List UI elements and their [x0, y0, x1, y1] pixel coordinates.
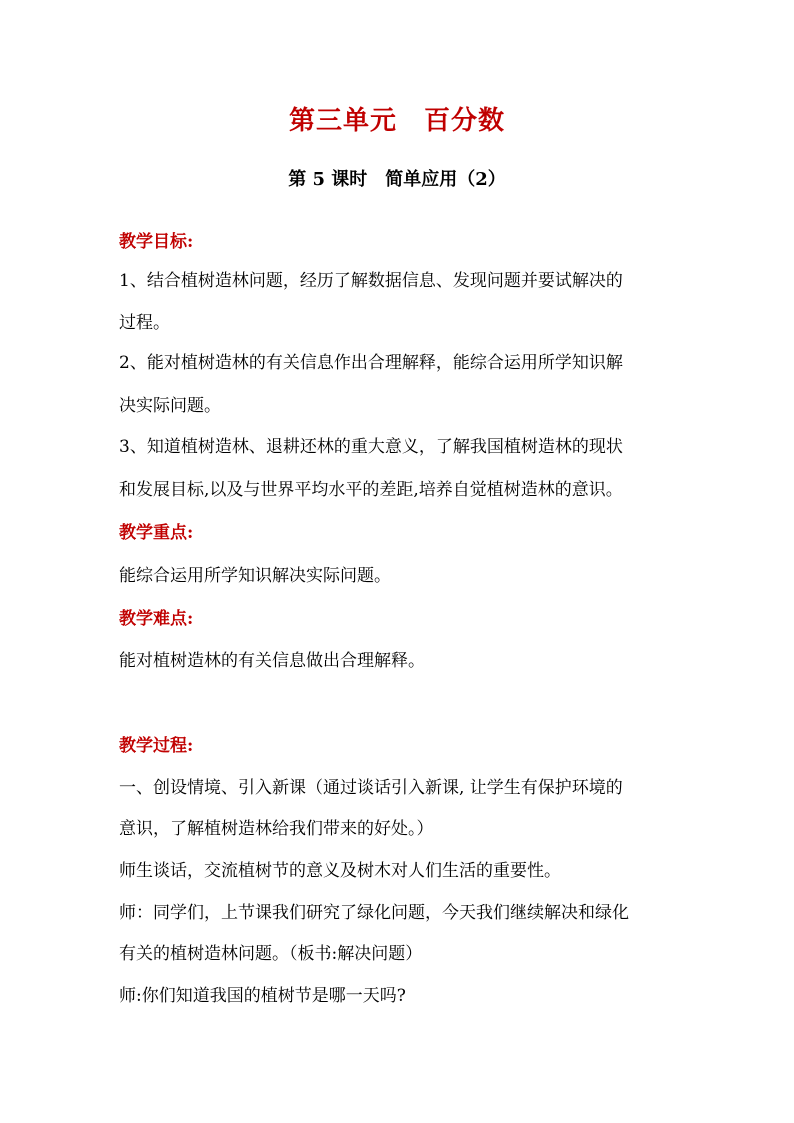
teaching-goals-heading: 教学目标: — [119, 232, 194, 252]
goal-3-line-1: 3、知道植树造林、退耕还林的重大意义，了解我国植树造林的现状 — [119, 437, 623, 457]
process-1-line-1: 一、创设情境、引入新课（通过谈话引入新课, 让学生有保护环境的 — [119, 778, 623, 798]
key-points-text: 能综合运用所学知识解决实际问题。 — [119, 566, 391, 586]
goal-2-line-2: 决实际问题。 — [119, 396, 221, 416]
lesson-subtitle: 第 5 课时 简单应用（2） — [288, 169, 506, 190]
key-points-heading: 教学重点: — [119, 523, 194, 543]
goal-1-line-1: 1、结合植树造林问题，经历了解数据信息、发现问题并要试解决的 — [119, 271, 623, 291]
document-title: 第三单元 百分数 — [288, 106, 505, 136]
process-2: 师生谈话，交流植树节的意义及树木对人们生活的重要性。 — [119, 861, 561, 881]
goal-3-line-2: 和发展目标,以及与世界平均水平的差距,培养自觉植树造林的意识。 — [119, 480, 623, 500]
process-3-line-1: 师：同学们，上节课我们研究了绿化问题，今天我们继续解决和绿化 — [119, 903, 629, 923]
goal-2-line-1: 2、能对植树造林的有关信息作出合理解释，能综合运用所学知识解 — [119, 353, 623, 373]
process-4: 师:你们知道我国的植树节是哪一天吗? — [119, 986, 406, 1006]
difficulties-heading: 教学难点: — [119, 609, 194, 629]
process-1-line-2: 意识，了解植树造林给我们带来的好处。） — [119, 819, 434, 839]
process-3-line-2: 有关的植树造林问题。（板书:解决问题） — [119, 944, 423, 964]
difficulties-text: 能对植树造林的有关信息做出合理解释。 — [119, 651, 425, 671]
goal-1-line-2: 过程。 — [119, 313, 170, 333]
teaching-process-heading: 教学过程: — [119, 736, 194, 756]
